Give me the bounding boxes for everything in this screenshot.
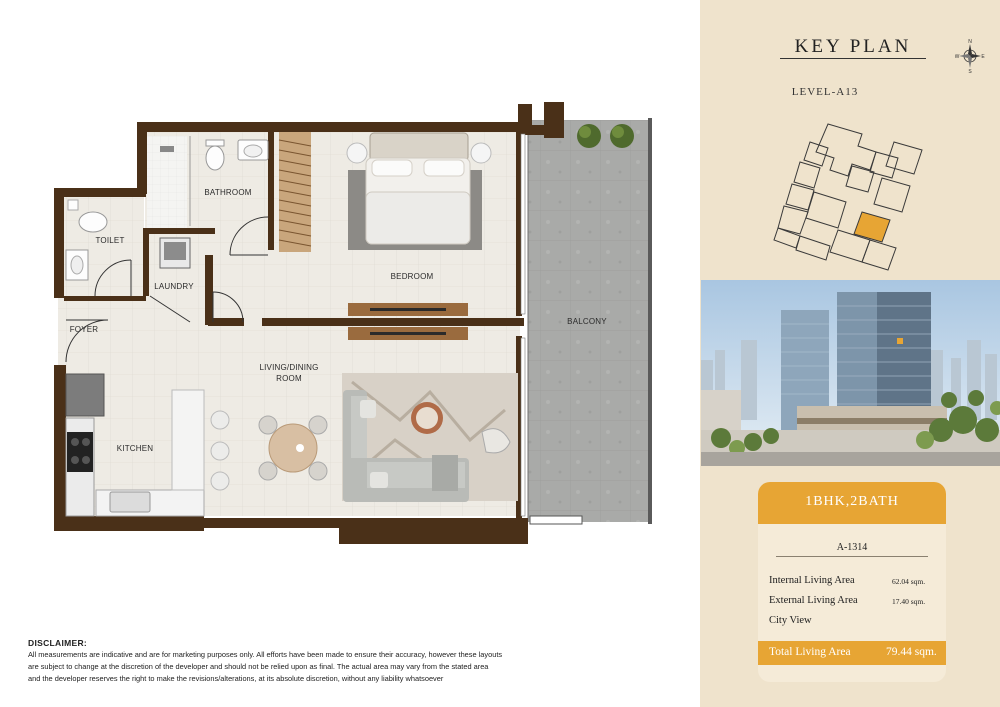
disclaimer-line: All measurements are indicative and are for marketing purposes only. All efforts have been made to ensure their accuracy, however these layouts [28, 650, 503, 659]
room-label-living-room: ROOM [276, 374, 302, 383]
sofa-set [342, 373, 518, 502]
unit-divider [776, 556, 928, 557]
view-label: City View [769, 615, 812, 626]
compass-s: S [968, 69, 972, 74]
room-label-balcony: BALCONY [567, 317, 607, 326]
title-underline [780, 58, 926, 59]
room-label-bedroom: BEDROOM [390, 272, 434, 281]
disclaimer-line: are subject to change at the discretion of the developer and should not be relied upon as final. The actual area may vary from the stated area [28, 662, 489, 671]
room-label-toilet: TOILET [95, 236, 125, 245]
unit-number: A-1314 [836, 542, 868, 553]
disclaimer [28, 638, 668, 685]
room-label-foyer: FOYER [69, 325, 99, 334]
external-area-value: 17.40 sqm. [892, 597, 926, 606]
room-label-laundry: LAUNDRY [154, 282, 194, 291]
level-label: LEVEL-A13 [791, 86, 859, 98]
compass-icon [955, 38, 985, 74]
external-area-label: External Living Area [769, 595, 858, 606]
compass-w: W [955, 54, 960, 60]
total-area-value: 79.44 sqm. [886, 646, 937, 658]
room-label-kitchen: KITCHEN [116, 444, 154, 453]
highlighted-unit [854, 212, 890, 242]
key-plan-diagram [770, 112, 940, 274]
wardrobe [279, 132, 311, 252]
unit-info-card [758, 482, 946, 682]
dining-table [259, 416, 327, 480]
balcony-railing [648, 118, 652, 524]
building-render [701, 280, 1000, 466]
disclaimer-title: DISCLAIMER: [28, 638, 88, 648]
washer-icon [160, 238, 190, 268]
room-label-bathroom: BATHROOM [204, 188, 252, 197]
total-area-label: Total Living Area [769, 646, 851, 658]
compass-n: N [968, 39, 972, 45]
internal-area-label: Internal Living Area [769, 575, 855, 586]
floor-area [64, 197, 144, 297]
room-label-living: LIVING/DINING [259, 363, 319, 372]
key-plan-title: KEY PLAN [794, 36, 912, 57]
compass-e: E [981, 54, 985, 60]
unit-type: 1BHK,2BATH [758, 482, 946, 524]
internal-area-value: 62.04 sqm. [892, 577, 926, 586]
total-area-bar [758, 641, 946, 665]
disclaimer-body [28, 649, 668, 685]
disclaimer-line: and the developer reserves the right to make the revisions/alterations, at its absolute discretion, without any liability whatsoever [28, 674, 444, 683]
